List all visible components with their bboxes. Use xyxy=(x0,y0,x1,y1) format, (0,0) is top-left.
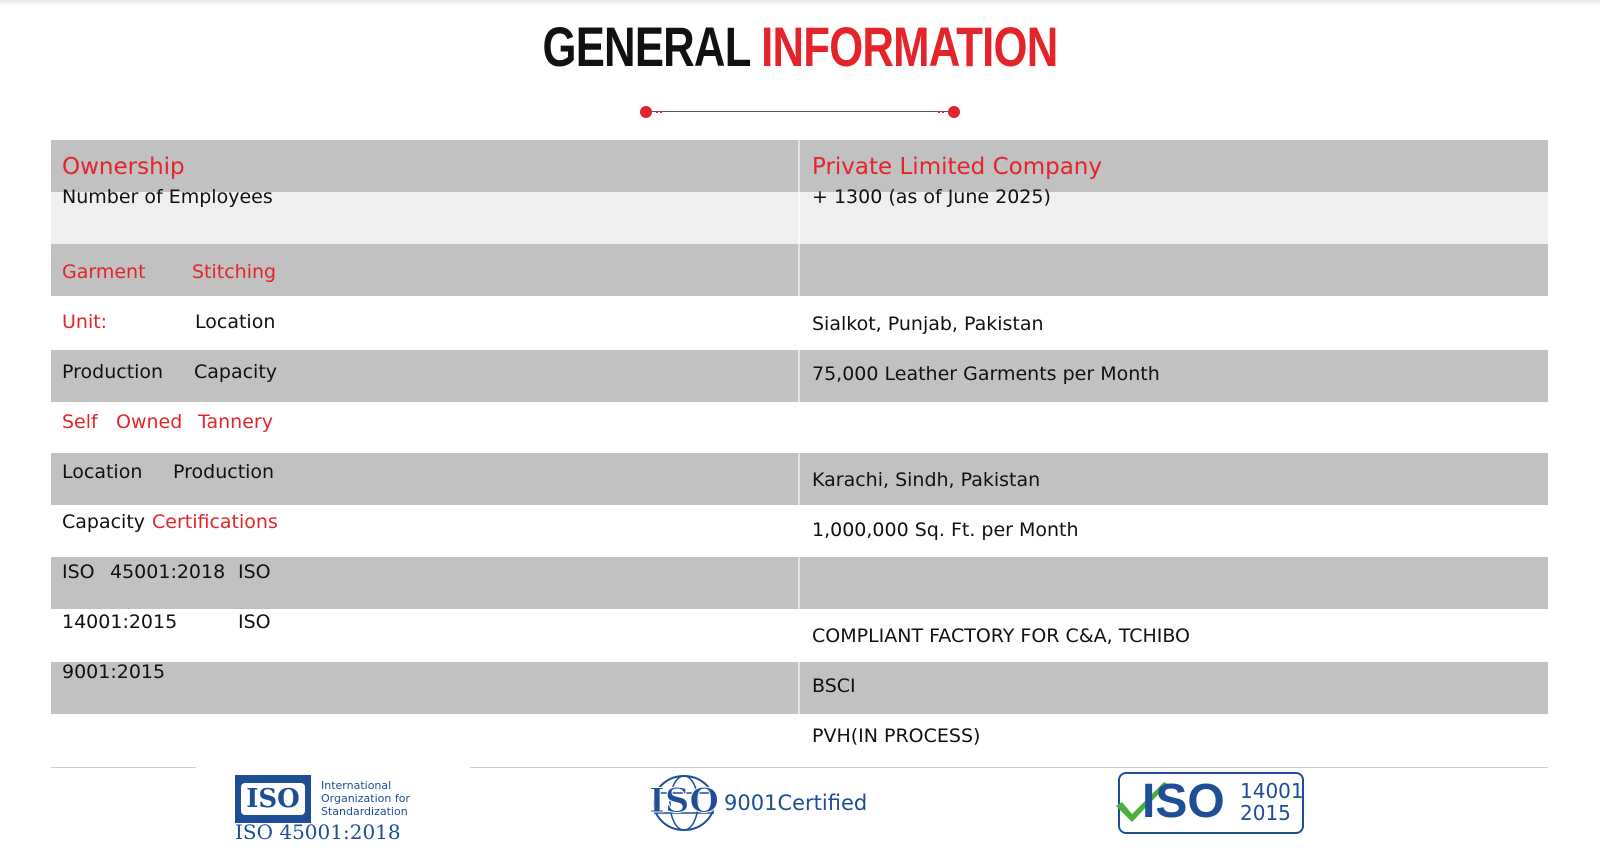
iso-9001-logo xyxy=(648,773,868,833)
label-garment: Garment xyxy=(62,261,146,283)
iso-mark-box xyxy=(235,775,311,823)
value-stitching-location: Sialkot, Punjab, Pakistan xyxy=(812,313,1044,335)
value-compliance: COMPLIANT FACTORY FOR C&A, TCHIBO xyxy=(812,625,1191,647)
divider-dot-left xyxy=(640,106,652,118)
iso-45001-logo xyxy=(233,773,433,843)
column-separator xyxy=(798,140,800,765)
iso-9001-certified-text: 9001Certified xyxy=(724,791,868,815)
label-owned: Owned xyxy=(116,411,183,433)
label-production: Production xyxy=(62,361,164,383)
label-stitching: Stitching xyxy=(192,261,277,283)
label-ownership: Ownership xyxy=(62,154,185,180)
iso-mark-text: ISO xyxy=(1142,775,1225,828)
label-location: Location xyxy=(195,311,276,333)
label-production: Production xyxy=(173,461,275,483)
title-divider xyxy=(640,105,960,119)
iso-45001-caption: ISO 45001:2018 xyxy=(235,820,401,844)
iso-14001-year: 2015 xyxy=(1240,801,1291,825)
label-iso: ISO xyxy=(62,561,95,583)
value-tannery-location: Karachi, Sindh, Pakistan xyxy=(812,469,1041,491)
label-iso-45001: 45001:2018 xyxy=(110,561,226,583)
label-iso-9001: 9001:2015 xyxy=(62,661,166,683)
label-capacity: Capacity xyxy=(194,361,278,383)
value-ownership: Private Limited Company xyxy=(812,154,1102,180)
bottom-rule xyxy=(470,767,1548,768)
iso-mark-text: ISO xyxy=(246,784,300,814)
label-location: Location xyxy=(62,461,143,483)
label-iso-14001: 14001:2015 xyxy=(62,611,178,633)
label-employees: Number of Employees xyxy=(62,186,273,208)
top-shade xyxy=(0,0,1600,6)
label-self: Self xyxy=(62,411,98,433)
label-iso: ISO xyxy=(238,561,271,583)
title-general: GENERAL xyxy=(542,15,750,78)
iso-14001-number: 14001 xyxy=(1240,779,1304,803)
iso-org-line: Standardization xyxy=(321,805,408,818)
bottom-rule xyxy=(51,767,196,768)
label-capacity: Capacity xyxy=(62,511,146,533)
iso-14001-logo xyxy=(1112,770,1308,834)
iso-org-line: International xyxy=(321,779,392,792)
label-iso: ISO xyxy=(238,611,271,633)
value-employees: + 1300 (as of June 2025) xyxy=(812,186,1051,208)
title-information: INFORMATION xyxy=(761,15,1058,78)
label-unit: Unit: xyxy=(62,311,108,333)
divider-dot-right xyxy=(948,106,960,118)
value-tannery-capacity: 1,000,000 Sq. Ft. per Month xyxy=(812,519,1079,541)
value-bsci: BSCI xyxy=(812,675,856,697)
label-certifications: Certifications xyxy=(152,511,278,533)
value-stitching-capacity: 75,000 Leather Garments per Month xyxy=(812,363,1160,385)
iso-org-line: Organization for xyxy=(321,792,410,805)
page-title xyxy=(176,14,1424,79)
label-tannery: Tannery xyxy=(198,411,273,433)
value-pvh: PVH(IN PROCESS) xyxy=(812,725,981,747)
iso-mark-text: ISO xyxy=(648,781,720,821)
